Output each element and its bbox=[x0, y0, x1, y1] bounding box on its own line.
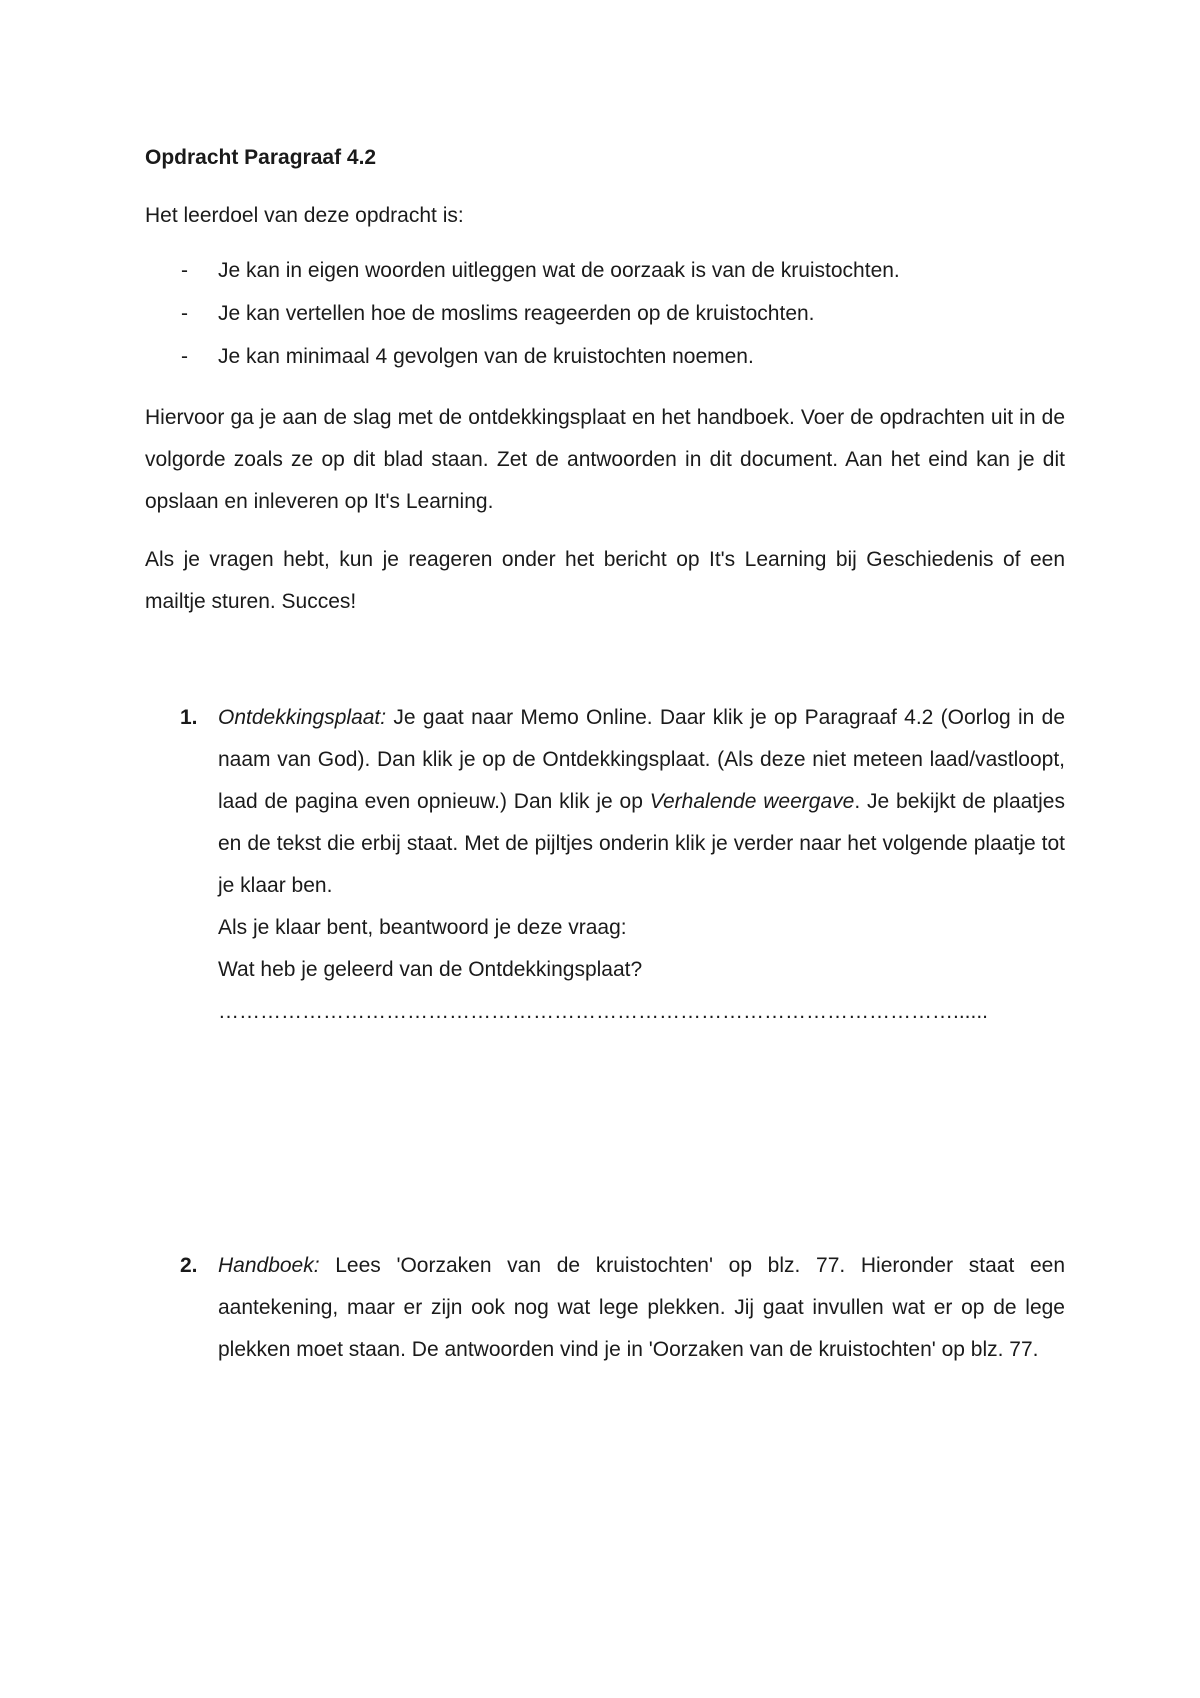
intro-text: Het leerdoel van deze opdracht is: bbox=[145, 204, 464, 227]
task-emphasis: Verhalende weergave bbox=[649, 790, 855, 813]
task-instruction: Als je klaar bent, beantwoord je deze vraag: bbox=[218, 916, 627, 939]
task-label: Handboek: bbox=[218, 1254, 320, 1277]
learning-goal-text: Je kan minimaal 4 gevolgen van de kruistochten noemen. bbox=[218, 345, 754, 368]
task-ontdekkingsplaat bbox=[145, 697, 1065, 1033]
task-description bbox=[218, 1245, 1065, 1371]
task-text-part: Lees 'Oorzaken van de kruistochten' op blz. 77. Hieronder staat een aantekening, maar er zijn ook nog wat lege plekken. Jij gaat invullen wat er op de lege plekken moet staan. De antwoorden vind je in 'Oorzaken van de kruistochten' op blz. 77. bbox=[218, 1254, 1065, 1361]
learning-goals-list bbox=[145, 259, 1065, 388]
task-body bbox=[218, 697, 1065, 1033]
list-dash: - bbox=[181, 345, 188, 368]
task-number: 1. bbox=[180, 706, 198, 729]
instructions-paragraph: Hiervoor ga je aan de slag met de ontdekkingsplaat en het handboek. Voer de opdrachten uit in de volgorde zoals ze op dit blad staan. Zet de antwoorden in dit document. Aan het eind kan je dit opslaan en inleveren op It's Learning. bbox=[145, 406, 1065, 513]
task-description bbox=[218, 697, 1065, 907]
task-handboek bbox=[145, 1245, 1065, 1371]
learning-goal-item bbox=[145, 302, 1065, 345]
task-body bbox=[218, 1245, 1065, 1371]
learning-goal-text: Je kan in eigen woorden uitleggen wat de oorzaak is van de kruistochten. bbox=[218, 259, 900, 282]
task-text-part: . Je bekijkt de plaatjes en de tekst die erbij staat. Met de pijltjes onderin klik je verder naar het volgende plaatje tot je klaar ben. bbox=[218, 790, 1065, 897]
task-question: Wat heb je geleerd van de Ontdekkingsplaat? bbox=[218, 958, 643, 981]
document-title: Opdracht Paragraaf 4.2 bbox=[145, 146, 377, 169]
learning-goal-item bbox=[145, 345, 1065, 388]
answer-line[interactable]: ……………………………………………………………………………………………...... bbox=[218, 1000, 989, 1023]
help-paragraph: Als je vragen hebt, kun je reageren onder het bericht op It's Learning bij Geschiedenis of een mailtje sturen. Succes! bbox=[145, 548, 1065, 613]
task-text-part: Je gaat naar Memo Online. Daar klik je op Paragraaf 4.2 (Oorlog in de naam van God). Dan klik je op de Ontdekkingsplaat. (Als deze niet meteen laad/vastloopt, laad de pagina even opnieuw.) Dan klik je op bbox=[218, 706, 1065, 813]
learning-goal-text: Je kan vertellen hoe de moslims reageerden op de kruistochten. bbox=[218, 302, 815, 325]
list-dash: - bbox=[181, 302, 188, 325]
task-number: 2. bbox=[180, 1254, 198, 1277]
learning-goal-item bbox=[145, 259, 1065, 302]
list-dash: - bbox=[181, 259, 188, 282]
task-label: Ontdekkingsplaat: bbox=[218, 706, 387, 729]
